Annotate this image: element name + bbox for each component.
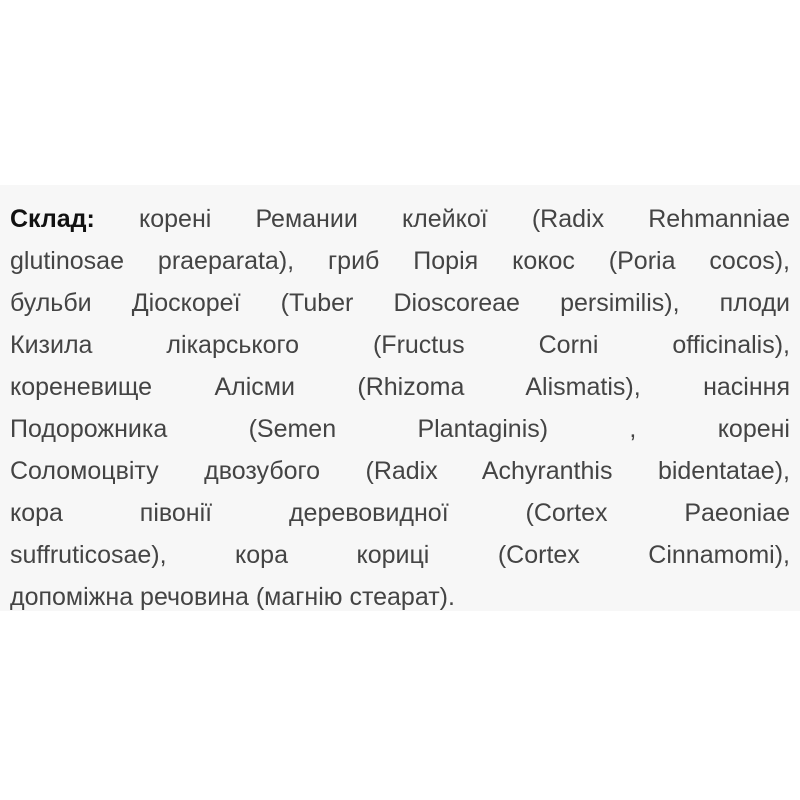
composition-line-2: glutinosae praeparata), гриб Порія кокос (Poria cocos), [10, 247, 790, 275]
composition-line-3: бульби Діоскореї (Tuber Dioscoreae persimilis), плоди [10, 289, 790, 317]
composition-line-9: suffruticosae), кора кориці (Cortex Cinnamomi), [10, 541, 790, 569]
composition-line-1 [10, 198, 790, 240]
composition-line-4: Кизила лікарського (Fructus Corni officinalis), [10, 331, 790, 359]
composition-line-10: допоміжна речовина (магнію стеарат). [10, 583, 455, 611]
composition-line-6: Подорожника (Semen Plantaginis) , корені [10, 415, 790, 443]
composition-label: Склад: [10, 205, 95, 233]
composition-line-1-text: корені Ремании клейкої (Radix Rehmanniae [139, 205, 791, 233]
composition-line-8: кора півонії деревовидної (Cortex Paeoniae [10, 499, 790, 527]
composition-line-7: Соломоцвіту двозубого (Radix Achyranthis bidentatae), [10, 457, 790, 485]
composition-line-5: кореневище Алісми (Rhizoma Alismatis), насіння [10, 373, 790, 401]
composition-text [10, 198, 790, 618]
